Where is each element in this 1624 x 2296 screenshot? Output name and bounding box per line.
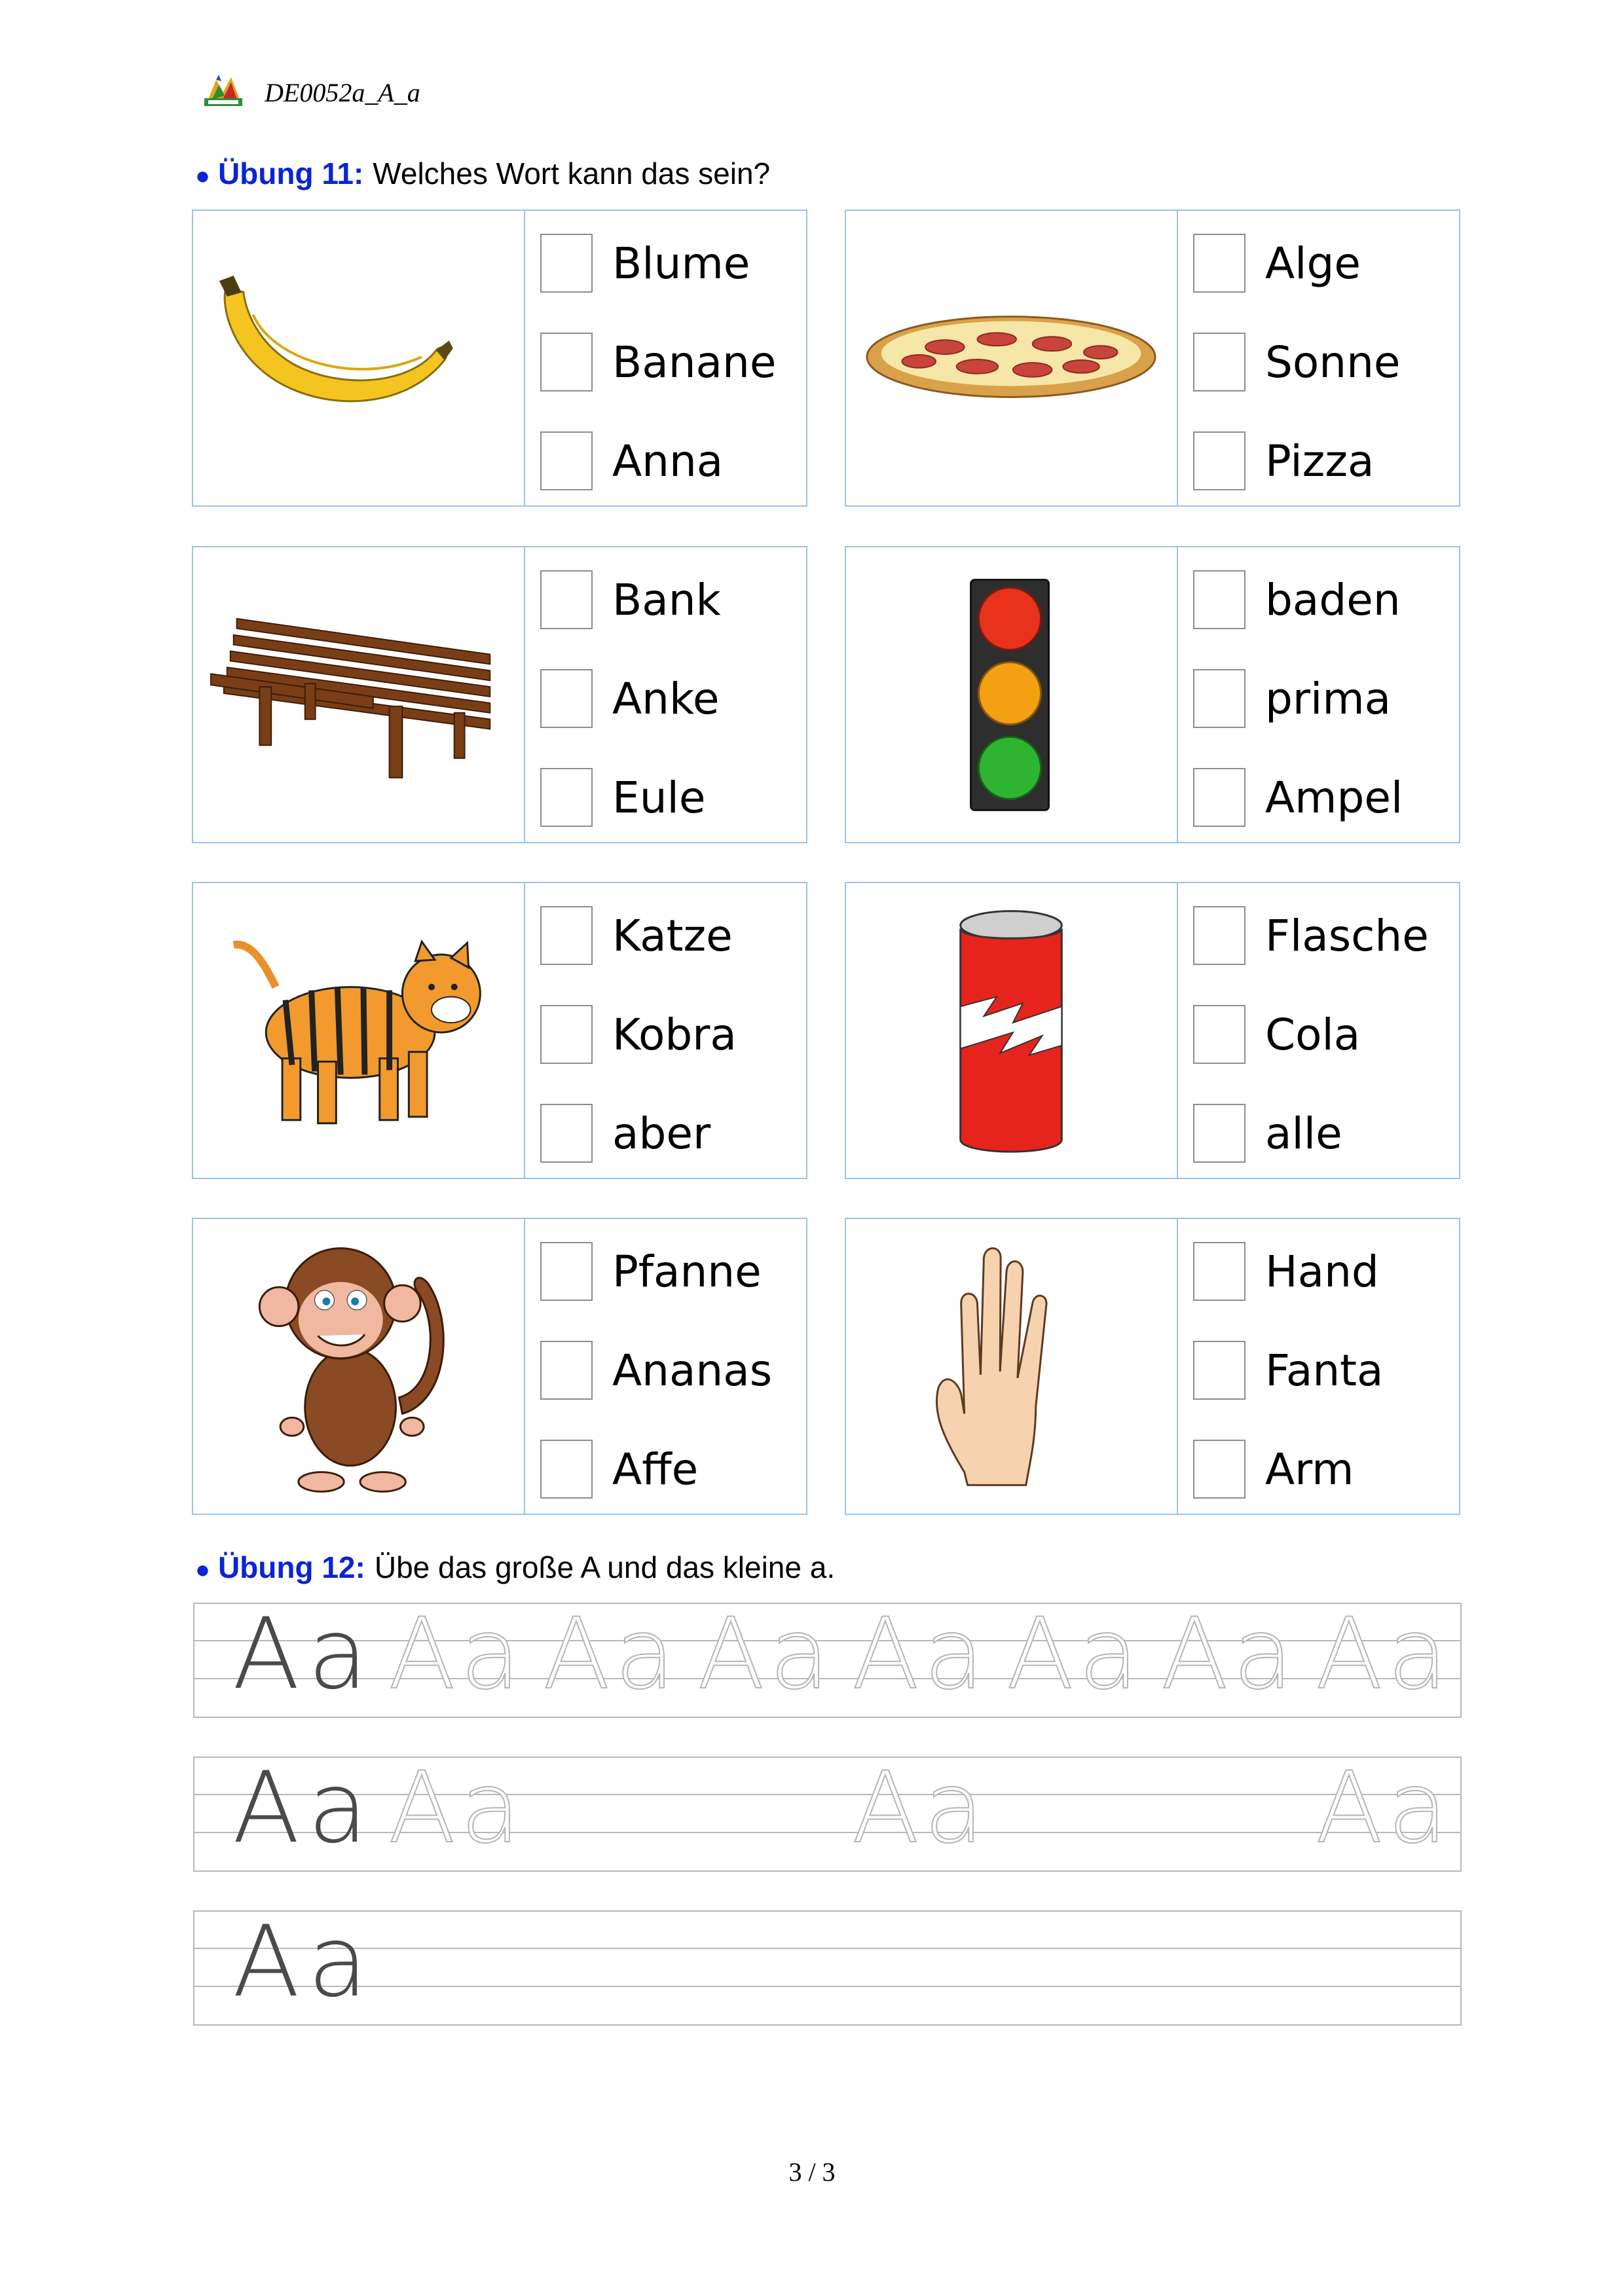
option-row[interactable] xyxy=(1193,667,1391,730)
exercise-12-label: Übung 12: xyxy=(217,1550,365,1584)
card-divider xyxy=(1177,1219,1178,1514)
letter-a-trace: a xyxy=(615,1597,675,1711)
option-word: Alge xyxy=(1265,238,1361,289)
option-row[interactable] xyxy=(540,904,733,967)
letter-a-trace: a xyxy=(460,1751,521,1865)
letter-A-model: A xyxy=(232,1905,300,2019)
banana-picture xyxy=(193,211,524,505)
option-row[interactable] xyxy=(540,331,776,393)
document-id: DE0052a_A_a xyxy=(265,78,420,107)
letter-A-trace: A xyxy=(1006,1597,1074,1711)
option-row[interactable] xyxy=(1193,1003,1360,1066)
card-divider xyxy=(1177,211,1178,505)
answer-checkbox[interactable] xyxy=(1193,234,1246,293)
option-word: Affe xyxy=(612,1444,699,1495)
answer-checkbox[interactable] xyxy=(1193,1440,1246,1499)
letter-a-trace: a xyxy=(769,1597,830,1711)
writing-row[interactable] xyxy=(193,1597,1462,1718)
option-word: Fanta xyxy=(1265,1345,1384,1396)
option-word: Blume xyxy=(612,238,750,289)
card-divider xyxy=(1177,883,1178,1178)
answer-checkbox[interactable] xyxy=(540,234,593,293)
option-word: Eule xyxy=(612,772,706,823)
letter-A-trace: A xyxy=(1316,1597,1383,1711)
option-row[interactable] xyxy=(1193,766,1403,829)
option-word: Anna xyxy=(612,435,724,486)
pizza-picture xyxy=(846,211,1177,505)
card-divider xyxy=(524,1219,525,1514)
answer-checkbox[interactable] xyxy=(540,1341,593,1400)
option-word: Pizza xyxy=(1265,435,1375,486)
exercise-11-heading xyxy=(195,156,770,191)
option-row[interactable] xyxy=(1193,1102,1342,1165)
letter-A-trace: A xyxy=(852,1597,919,1711)
option-row[interactable] xyxy=(540,1102,710,1165)
option-word: prima xyxy=(1265,673,1392,724)
lernwelt-logo xyxy=(203,73,244,107)
option-row[interactable] xyxy=(540,429,723,492)
option-word: Bank xyxy=(612,574,721,625)
writing-row[interactable] xyxy=(193,1905,1462,2026)
answer-checkbox[interactable] xyxy=(540,333,593,392)
option-word: Katze xyxy=(612,910,733,961)
word-card-hand xyxy=(845,1218,1460,1515)
option-word: Banane xyxy=(612,337,777,388)
bullet-icon: ● xyxy=(195,162,210,190)
monkey-picture xyxy=(193,1219,524,1514)
card-divider xyxy=(1177,547,1178,842)
letter-a-trace: a xyxy=(460,1597,521,1711)
option-word: Flasche xyxy=(1265,910,1429,961)
answer-checkbox[interactable] xyxy=(1193,1341,1246,1400)
answer-checkbox[interactable] xyxy=(540,1104,593,1163)
option-row[interactable] xyxy=(1193,331,1401,393)
option-row[interactable] xyxy=(1193,904,1429,967)
writing-lines xyxy=(193,1905,1462,2026)
option-word: alle xyxy=(1265,1108,1342,1159)
bench-picture xyxy=(193,547,524,842)
option-word: aber xyxy=(612,1108,711,1159)
answer-checkbox[interactable] xyxy=(1193,431,1246,490)
word-card-pizza xyxy=(845,210,1460,507)
letter-A-trace: A xyxy=(388,1597,456,1711)
option-row[interactable] xyxy=(1193,1339,1384,1402)
answer-checkbox[interactable] xyxy=(540,768,593,827)
letter-A-trace: A xyxy=(1316,1751,1383,1865)
letter-a-model: a xyxy=(308,1597,368,1711)
writing-row[interactable] xyxy=(193,1751,1462,1872)
letter-a-trace: a xyxy=(1079,1597,1139,1711)
answer-checkbox[interactable] xyxy=(1193,768,1246,827)
answer-checkbox[interactable] xyxy=(540,570,593,629)
tiger-picture xyxy=(193,883,524,1178)
word-card-cola-can xyxy=(845,882,1460,1179)
letter-A-model: A xyxy=(232,1597,300,1711)
option-word: Anke xyxy=(612,673,720,724)
option-row[interactable] xyxy=(540,1438,698,1501)
option-row[interactable] xyxy=(1193,1240,1379,1303)
answer-checkbox[interactable] xyxy=(540,1440,593,1499)
answer-checkbox[interactable] xyxy=(1193,669,1246,728)
option-row[interactable] xyxy=(540,232,750,295)
card-divider xyxy=(524,883,525,1178)
letter-A-model: A xyxy=(232,1751,300,1865)
letter-a-model: a xyxy=(308,1905,368,2019)
answer-checkbox[interactable] xyxy=(1193,570,1246,629)
answer-checkbox[interactable] xyxy=(1193,1104,1246,1163)
exercise-12-instruction: Übe das große A und das kleine a. xyxy=(374,1550,836,1584)
option-word: Arm xyxy=(1265,1444,1354,1495)
letter-a-trace: a xyxy=(1233,1597,1293,1711)
cola-can-picture xyxy=(846,883,1177,1178)
letter-A-trace: A xyxy=(388,1751,456,1865)
answer-checkbox[interactable] xyxy=(540,1005,593,1064)
word-card-monkey xyxy=(192,1218,807,1515)
option-row[interactable] xyxy=(540,1339,772,1402)
letter-A-trace: A xyxy=(697,1597,765,1711)
option-word: Hand xyxy=(1265,1246,1379,1297)
letter-A-trace: A xyxy=(1161,1597,1228,1711)
letter-A-trace: A xyxy=(852,1751,919,1865)
answer-checkbox[interactable] xyxy=(540,1242,593,1301)
option-word: Pfanne xyxy=(612,1246,762,1297)
option-row[interactable] xyxy=(540,667,719,730)
option-row[interactable] xyxy=(540,766,705,829)
letter-a-trace: a xyxy=(1388,1597,1448,1711)
word-card-bench xyxy=(192,546,807,843)
letter-a-model: a xyxy=(308,1751,368,1865)
answer-checkbox[interactable] xyxy=(1193,1242,1246,1301)
option-row[interactable] xyxy=(540,568,721,631)
option-row[interactable] xyxy=(1193,232,1361,295)
answer-checkbox[interactable] xyxy=(1193,1005,1246,1064)
answer-checkbox[interactable] xyxy=(540,906,593,965)
traffic-light-picture xyxy=(846,547,1177,842)
word-card-tiger xyxy=(192,882,807,1179)
option-word: Cola xyxy=(1265,1009,1361,1060)
exercise-12-heading xyxy=(195,1550,835,1585)
page-number: 3 / 3 xyxy=(788,2157,836,2187)
letter-a-trace: a xyxy=(1388,1751,1448,1865)
card-divider xyxy=(524,211,525,505)
answer-checkbox[interactable] xyxy=(540,431,593,490)
word-card-banana xyxy=(192,210,807,507)
option-row[interactable] xyxy=(1193,1438,1354,1501)
answer-checkbox[interactable] xyxy=(1193,333,1246,392)
hand-picture xyxy=(846,1219,1177,1514)
card-divider xyxy=(524,547,525,842)
option-word: Ananas xyxy=(612,1345,773,1396)
option-row[interactable] xyxy=(1193,429,1374,492)
bullet-icon: ● xyxy=(195,1556,210,1584)
option-word: Ampel xyxy=(1265,772,1403,823)
letter-a-trace: a xyxy=(924,1751,984,1865)
option-word: baden xyxy=(1265,574,1401,625)
writing-lines xyxy=(193,1751,1462,1872)
answer-checkbox[interactable] xyxy=(1193,906,1246,965)
letter-A-trace: A xyxy=(543,1597,610,1711)
option-row[interactable] xyxy=(1193,568,1401,631)
option-row[interactable] xyxy=(540,1240,762,1303)
option-row[interactable] xyxy=(540,1003,737,1066)
word-card-traffic-light xyxy=(845,546,1460,843)
letter-a-trace: a xyxy=(924,1597,984,1711)
option-word: Sonne xyxy=(1265,337,1401,388)
exercise-11-instruction: Welches Wort kann das sein? xyxy=(373,156,771,191)
answer-checkbox[interactable] xyxy=(540,669,593,728)
exercise-11-label: Übung 11: xyxy=(217,156,364,191)
option-word: Kobra xyxy=(612,1009,737,1060)
